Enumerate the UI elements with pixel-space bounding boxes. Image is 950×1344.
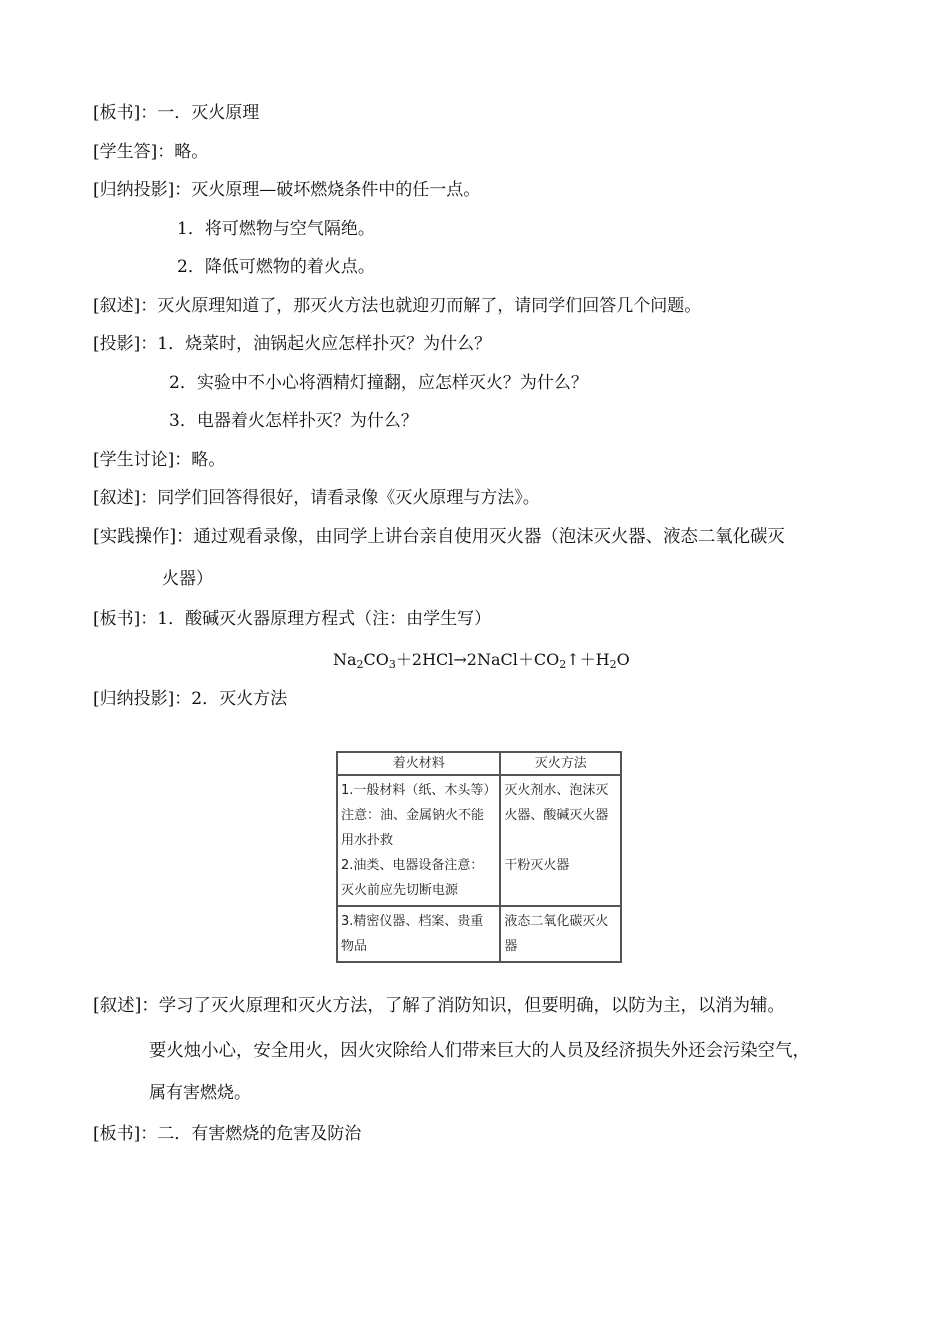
method-cell: 液态二氧化碳灭火 器 — [500, 906, 621, 962]
text-line: [叙述]：灭火原理知道了，那灭火方法也就迎刃而解了，请同学们回答几个问题。 — [93, 296, 702, 316]
text-line: [板书]：1．酸碱灭火器原理方程式（注：由学生写） — [93, 609, 492, 629]
text-line: 2．降低可燃物的着火点。 — [177, 257, 375, 277]
fire-extinguishing-table — [336, 751, 622, 963]
text-line: 3．电器着火怎样扑灭？为什么？ — [169, 411, 418, 431]
text-line: [实践操作]：通过观看录像，由同学上讲台亲自使用灭火器（泡沫灭火器、液态二氧化碳灭 — [93, 527, 785, 547]
text-line: [叙述]：学习了灭火原理和灭火方法，了解了消防知识，但要明确，以防为主，以消为辅。 — [93, 996, 785, 1016]
text-line: [归纳投影]：2．灭火方法 — [93, 689, 288, 709]
chemical-equation: $Na_2CO_3+2HCl\to 2NaCl+CO_2↑+H_2O$ — [333, 650, 630, 671]
text-line: 火器） — [162, 569, 213, 589]
text-line: [叙述]：同学们回答得很好，请看录像《灭火原理与方法》。 — [93, 488, 540, 508]
material-cell: 1.一般材料（纸、木头等） 注意：油、金属钠火不能 用水扑救 2.油类、电器设备注意： 灭火前应先切断电源 — [337, 775, 500, 906]
text-line: [板书]：二．有害燃烧的危害及防治 — [93, 1124, 362, 1144]
table-row — [337, 906, 621, 962]
text-line: [学生答]：略。 — [93, 142, 209, 162]
text-line: [归纳投影]：灭火原理—破坏燃烧条件中的任一点。 — [93, 180, 481, 200]
text-line: 2．实验中不小心将酒精灯撞翻，应怎样灭火？为什么？ — [169, 373, 588, 393]
text-line: [板书]：一．灭火原理 — [93, 103, 260, 123]
table-row — [337, 775, 621, 906]
text-line: 要火烛小心，安全用火，因火灾除给人们带来巨大的人员及经济损失外还会污染空气， — [149, 1041, 810, 1061]
text-line: [学生讨论]：略。 — [93, 450, 226, 470]
text-line: 属有害燃烧。 — [149, 1083, 251, 1103]
text-line: 1．将可燃物与空气隔绝。 — [177, 219, 375, 239]
text-line: [投影]：1．烧菜时，油锅起火应怎样扑灭？为什么？ — [93, 334, 492, 354]
table-header: 着火材料 — [337, 752, 500, 775]
material-cell: 3.精密仪器、档案、贵重 物品 — [337, 906, 500, 962]
method-cell: 灭火剂水、泡沫灭 火器、酸碱灭火器 干粉灭火器 — [500, 775, 621, 906]
table-header: 灭火方法 — [500, 752, 621, 775]
